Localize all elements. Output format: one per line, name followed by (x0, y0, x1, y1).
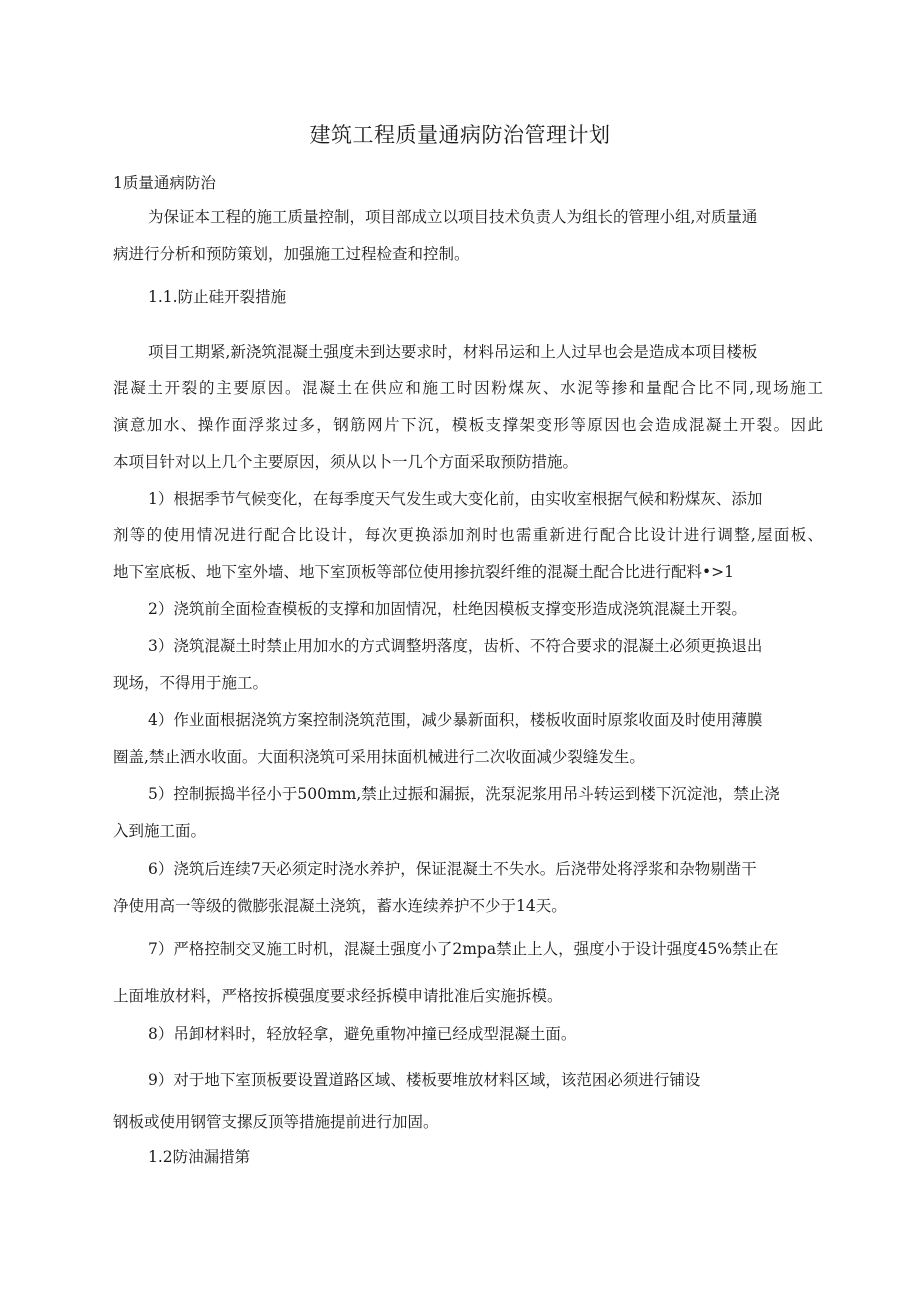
item9-line-2: 钢板或使用钢管支摞反顶等措施提前进行加固。 (113, 1113, 439, 1131)
item7-line-2: 上面堆放材料，严格按拆模强度要求经拆模申请批准后实施拆模。 (113, 987, 563, 1005)
item7-line-1: 7）严格控制交叉施工时机，混凝土强度小了2mpa禁止上人，强度小于设计强度45%禁止在 (148, 940, 779, 958)
item1-line-3: 地下室底板、地下室外墙、地下室顶板等部位使用掺抗裂纤维的混凝土配合比进行配料•>1 (113, 563, 734, 581)
cause-line-4: 本项目针对以上几个主要原因，须从以卜一几个方面采取预防措施。 (113, 453, 579, 471)
item5-line-2: 入到施工面。 (113, 822, 207, 840)
item1-line-1: 1）根据季节气候变化，在每季度天气发生或大变化前，由实收室根据气候和粉煤灰、添加 (148, 490, 763, 508)
cause-line-3: 演意加水、操作面浮浆过多，钢筋网片下沉，模板支撑架变形等原因也会造成混凝土开裂。因此 (113, 416, 823, 434)
document-title: 建筑工程质量通病防治管理计划 (309, 123, 611, 147)
item9-line-1: 9）对于地下室顶板要设置道路区域、楼板要堆放材料区域，该范困必须进行铺设 (148, 1071, 701, 1089)
intro-line-1: 为保证本工程的施工质量控制，项目部成立以项目技术负责人为组长的管理小组,对质量通 (148, 208, 758, 226)
section-heading-1: 1质量通病防治 (113, 174, 216, 192)
item3-line-2: 现场，不得用于施工。 (113, 674, 269, 692)
section-heading-1-2: 1.2防油漏措第 (148, 1148, 251, 1166)
item6-line-2: 净使用高一等级的微膨张混凝土浇筑，蓄水连续养护不少于14天。 (113, 897, 567, 915)
intro-line-2: 病进行分析和预防策划，加强施工过程检查和控制。 (113, 245, 470, 263)
item8-line-1: 8）吊卸材料时，轻放轻拿，避免重物冲撞已经成型混凝土面。 (148, 1025, 577, 1043)
item4-line-2: 圈盖,禁止洒水收面。大面积浇筑可采用抹面机械进行二次收面减少裂缝发生。 (113, 748, 645, 766)
item1-line-2: 剂等的使用情况进行配合比设计，每次更换添加剂时也需重新进行配合比设计进行调整,屋面板、 (113, 526, 823, 544)
cause-line-2: 混凝土开裂的主要原因。混凝土在供应和施工时因粉煤灰、水泥等掺和量配合比不同,现场施工 (113, 379, 823, 397)
item5-line-1: 5）控制振捣半径小于500mm,禁止过振和漏振，洗泵泥浆用吊斗转运到楼下沉淀池，禁止浇 (148, 785, 780, 803)
item2-line-1: 2）浇筑前全面检查模板的支撑和加固情况，杜绝因模板支撑变形造成浇筑混凝土开裂。 (148, 600, 747, 618)
item3-line-1: 3）浇筑混凝土时禁止用加水的方式调整坍落度，齿析、不符合要求的混凝土必须更换退出 (148, 637, 763, 655)
cause-line-1: 项目工期紧,新浇筑混凝土强度未到达要求时，材料吊运和上人过早也会是造成本项目楼板 (148, 343, 758, 361)
item6-line-1: 6）浇筑后连续7天必须定时浇水养护，保证混凝土不失水。后浇带处将浮浆和杂物剔凿干 (148, 860, 757, 878)
item4-line-1: 4）作业面根据浇筑方案控制浇筑范围，减少暴新面积，楼板收面时原浆收面及时使用薄膜 (148, 711, 763, 729)
section-heading-1-1: 1.1.防止硅开裂措施 (148, 288, 287, 306)
